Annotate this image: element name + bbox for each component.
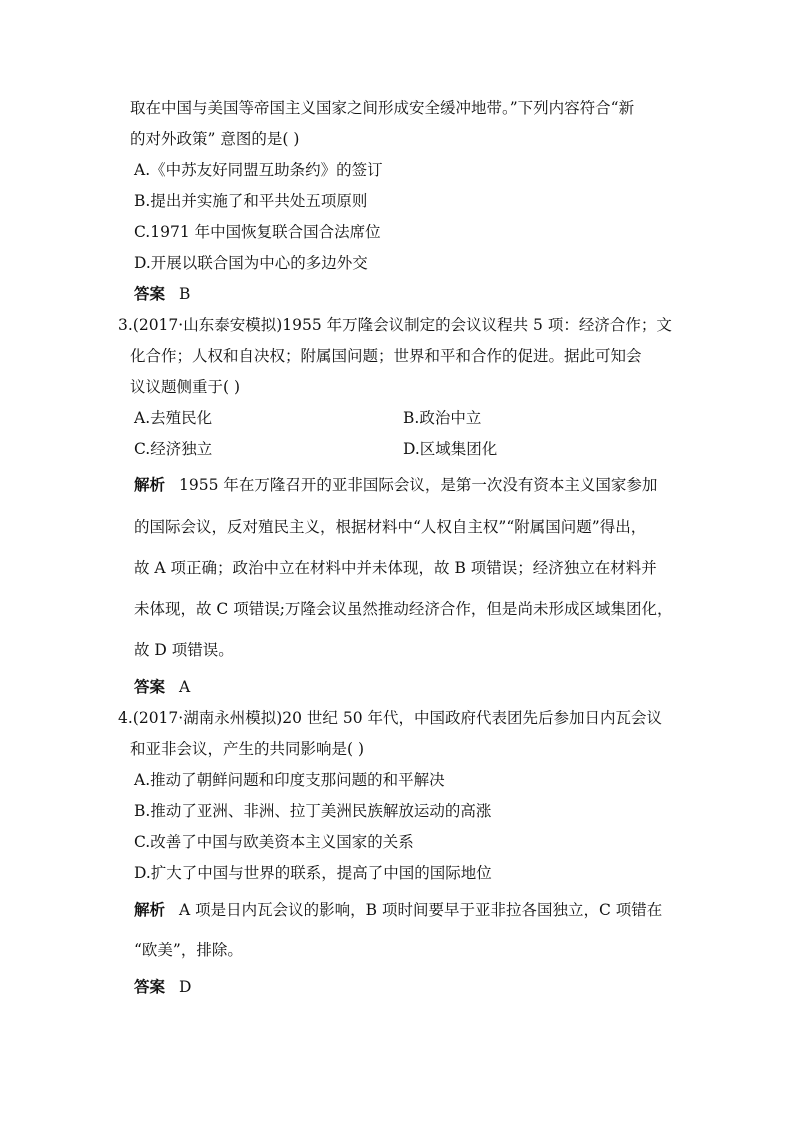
q2-answer-value: B — [179, 285, 191, 303]
q4-answer — [134, 977, 191, 997]
q2-answer-label: 答案 — [134, 284, 166, 303]
q3-stem-line1: 3.(2017·山东泰安模拟)1955 年万隆会议制定的会议议程共 5 项：经济合作；文 — [118, 316, 672, 334]
q4-answer-label: 答案 — [134, 977, 166, 996]
q3-option-c: C.经济独立 — [134, 440, 213, 458]
q4-explanation-line1 — [134, 900, 662, 920]
q3-explanation-line5: 故 D 项错误。 — [134, 641, 234, 659]
q3-option-a: A.去殖民化 — [134, 409, 213, 427]
q4-explanation-text-1: A 项是日内瓦会议的影响，B 项时间要早于亚非拉各国独立，C 项错在 — [179, 901, 663, 919]
q4-option-a: A.推动了朝鲜问题和印度支那问题的和平解决 — [134, 771, 445, 789]
q3-explanation-line1 — [134, 475, 657, 495]
q3-explanation-line2: 的国际会议，反对殖民主义，根据材料中“人权自主权”“附属国问题”得出， — [134, 518, 647, 536]
q4-option-b: B.推动了亚洲、非洲、拉丁美洲民族解放运动的高涨 — [134, 802, 492, 820]
q4-option-d: D.扩大了中国与世界的联系，提高了中国的国际地位 — [134, 864, 492, 882]
q3-stem-line2: 化合作；人权和自决权；附属国问题；世界和平和合作的促进。据此可知会 — [130, 347, 642, 365]
q3-answer — [134, 677, 190, 697]
q3-answer-value: A — [179, 678, 191, 696]
q2-option-d: D.开展以联合国为中心的多边外交 — [134, 254, 368, 272]
q3-option-b: B.政治中立 — [403, 409, 482, 427]
q3-answer-label: 答案 — [134, 677, 166, 696]
q4-stem-line2: 和亚非会议，产生的共同影响是( ) — [130, 740, 365, 758]
q3-stem-line3: 议议题侧重于( ) — [130, 378, 241, 396]
q4-option-c: C.改善了中国与欧美资本主义国家的关系 — [134, 833, 414, 851]
q3-explanation-line4: 未体现，故 C 项错误;万隆会议虽然推动经济合作，但是尚未形成区域集团化， — [134, 600, 673, 618]
q3-explanation-label: 解析 — [134, 475, 166, 494]
q4-stem-line1: 4.(2017·湖南永州模拟)20 世纪 50 年代，中国政府代表团先后参加日内瓦会议 — [118, 709, 662, 727]
q2-answer — [134, 284, 190, 304]
q3-explanation-line3: 故 A 项正确；政治中立在材料中并未体现，故 B 项错误；经济独立在材料并 — [134, 559, 657, 577]
q2-option-a: A.《中苏友好同盟互助条约》的签订 — [134, 161, 383, 179]
q3-option-d: D.区域集团化 — [403, 440, 498, 458]
q2-stem-line2: 的对外政策” 意图的是( ) — [130, 130, 300, 148]
q4-explanation-label: 解析 — [134, 900, 166, 919]
q3-explanation-text-1: 1955 年在万隆召开的亚非国际会议，是第一次没有资本主义国家参加 — [179, 476, 658, 494]
q2-stem-line1: 取在中国与美国等帝国主义国家之间形成安全缓冲地带。”下列内容符合“新 — [130, 99, 635, 117]
q4-explanation-line2: “欧美”，排除。 — [134, 941, 243, 959]
q2-option-c: C.1971 年中国恢复联合国合法席位 — [134, 223, 381, 241]
q2-option-b: B.提出并实施了和平共处五项原则 — [134, 192, 368, 210]
q4-answer-value: D — [179, 978, 192, 996]
